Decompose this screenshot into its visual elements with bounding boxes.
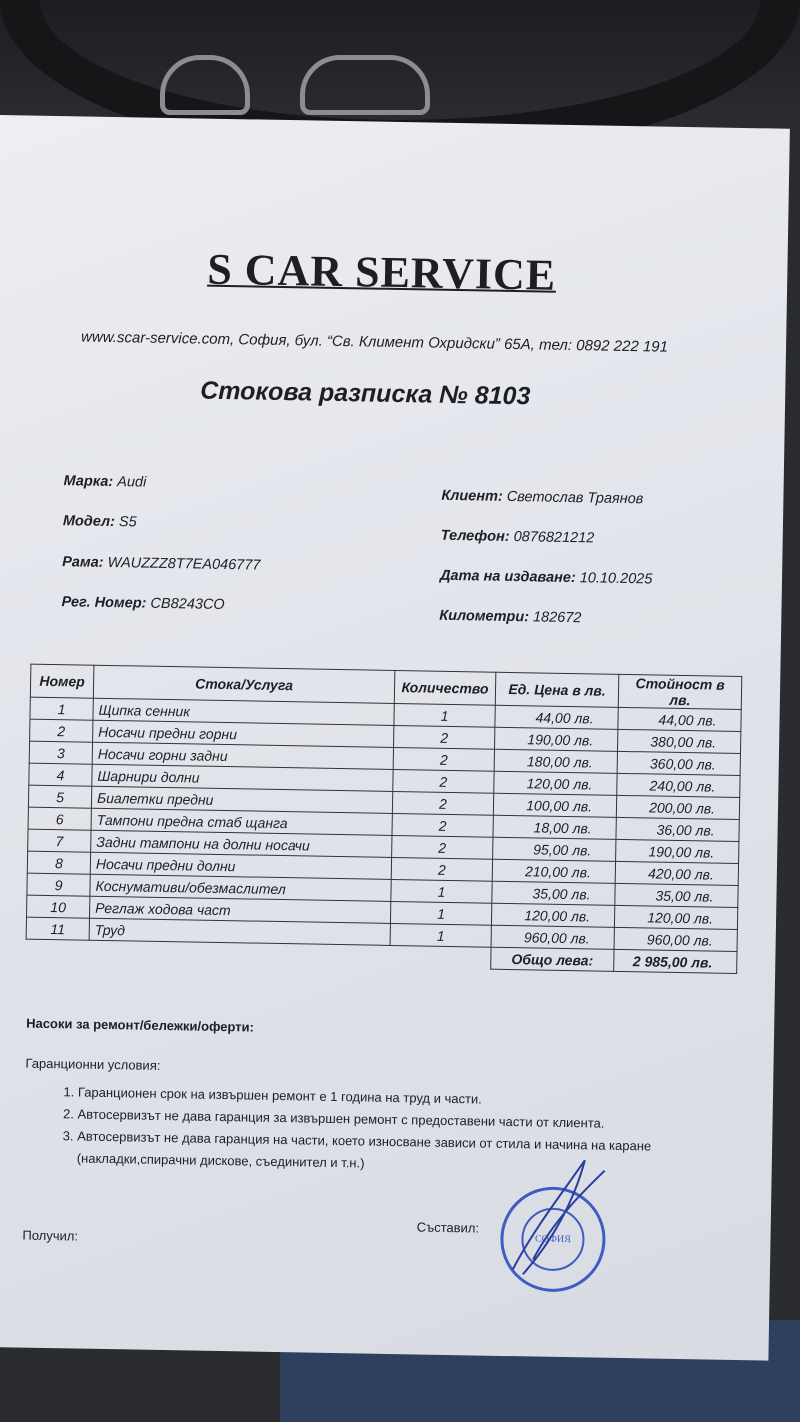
table-cell: Коснумативи/обезмаслител [90,874,391,901]
table-cell: 420,00 лв. [615,861,738,885]
company-stamp [500,1186,607,1293]
company-logo: S CAR SERVICE [206,244,557,300]
receipt-document [0,115,790,1361]
table-cell: 2 [393,747,494,771]
table-cell: Тампони предна стаб щанга [91,808,392,835]
table-cell: 120,00 лв. [494,771,617,795]
table-cell: 2 [30,719,93,742]
phone-label: Телефон: [440,527,510,545]
km-label: Километри: [439,607,530,626]
table-cell: Носачи предни долни [90,852,391,879]
client-value: Светослав Траянов [506,488,644,508]
table-cell: 210,00 лв. [492,859,615,883]
table-cell: 380,00 лв. [617,729,740,753]
table-cell: 44,00 лв. [618,707,741,731]
table-cell: 35,00 лв. [492,881,615,905]
table-cell: 7 [28,829,91,852]
model-label: Модел: [62,513,116,531]
table-cell: Носачи горни задни [92,742,393,769]
warranty-heading: Гаранционни условия: [25,1055,161,1073]
table-cell: 95,00 лв. [493,837,616,861]
items-table [25,664,742,974]
make-label: Марка: [63,473,114,491]
table-cell: 180,00 лв. [494,749,617,773]
table-cell: Труд [89,918,390,945]
field-plate [61,594,224,613]
table-cell: Шарнири долни [92,764,393,791]
vin-value: WAUZZZ8T7EA046777 [107,554,261,574]
vin-label: Рама: [62,554,104,571]
table-cell: 11 [26,917,89,940]
receipt-title: Стокова разписка № 8103 [199,376,531,411]
table-cell: 120,00 лв. [491,903,614,927]
table-cell: 18,00 лв. [493,815,616,839]
table-cell: 6 [28,807,91,830]
stamp-center: СОФИЯ [521,1207,585,1271]
warranty-item: 3. Автосервизът не дава гаранция на части, което износване зависи от стила и начина на каране (накладки,спирачни дискове, съединител и т.н.) [77,1126,658,1180]
table-cell: 2 [392,835,493,859]
table-cell: 120,00 лв. [614,905,737,929]
table-cell: 9 [27,873,90,896]
field-model [63,513,137,530]
table-cell: Щипка сенник [93,698,394,725]
column-header: Ед. Цена в лв. [495,672,619,707]
table-cell: 4 [29,763,92,786]
column-header: Номер [30,664,94,698]
signature-icon [493,1149,615,1291]
total-value: 2 985,00 лв. [614,949,737,973]
company-address: www.scar-service.com, София, бул. “Св. Климент Охридски” 65А, тел: 0892 222 191 [80,328,669,356]
date-value: 10.10.2025 [579,570,653,588]
table-cell: 200,00 лв. [616,795,739,819]
table-cell: 1 [391,879,492,903]
table-cell: 2 [393,769,494,793]
field-vin [62,554,260,573]
client-label: Клиент: [441,487,503,505]
table-cell: 36,00 лв. [616,817,739,841]
total-label: Общо лева: [491,947,614,971]
table-cell: 960,00 лв. [491,925,614,949]
table-cell: 2 [392,813,493,837]
plate-value: CB8243CO [150,595,225,613]
notes-heading: Насоки за ремонт/бележки/оферти: [26,1015,255,1035]
table-cell: Биалетки предни [91,786,392,813]
model-value: S5 [118,514,137,531]
compiled-label: Съставил: [416,1219,480,1236]
table-cell: 1 [390,923,491,947]
warranty-item: 2. Автосервизът не дава гаранция за извършен ремонт с предоставени части от клиента. [77,1104,657,1136]
phone-value: 0876821212 [513,529,595,547]
table-cell: 190,00 лв. [495,727,618,751]
table-cell: 2 [394,725,495,749]
field-client [441,488,643,508]
table-cell: Носачи предни горни [93,720,394,747]
table-cell: 100,00 лв. [493,793,616,817]
warranty-item: 1. Гаранционен срок на извършен ремонт е 1 година на труд и части. [78,1082,658,1114]
table-cell: 8 [27,851,90,874]
steering-wheel-trim [300,55,430,115]
table-cell: 3 [29,741,92,764]
table-cell: Реглаж ходова част [89,896,390,923]
make-value: Audi [117,474,147,491]
date-label: Дата на издаване: [439,567,576,587]
field-km [439,608,581,626]
plate-label: Рег. Номер: [61,594,147,612]
table-cell: 1 [30,697,93,720]
table-cell: 240,00 лв. [617,773,740,797]
received-label: Получил: [22,1227,79,1244]
column-header: Стойност в лв. [618,674,742,709]
table-cell: Задни тампони на долни носачи [91,830,392,857]
table-cell: 10 [27,895,90,918]
table-cell: 35,00 лв. [615,883,738,907]
table-cell: 360,00 лв. [617,751,740,775]
table-cell: 5 [28,785,91,808]
field-phone [441,528,595,547]
table-cell: 2 [392,791,493,815]
table-cell: 44,00 лв. [495,705,618,729]
table-cell: 190,00 лв. [616,839,739,863]
field-date [440,568,653,588]
column-header: Стока/Услуга [93,665,395,703]
table-cell: 1 [394,703,495,727]
table-cell: 960,00 лв. [614,927,737,951]
km-value: 182672 [532,609,582,627]
column-header: Количество [394,670,496,705]
field-make [63,473,146,490]
table-cell: 1 [390,901,491,925]
table-cell: 2 [391,857,492,881]
